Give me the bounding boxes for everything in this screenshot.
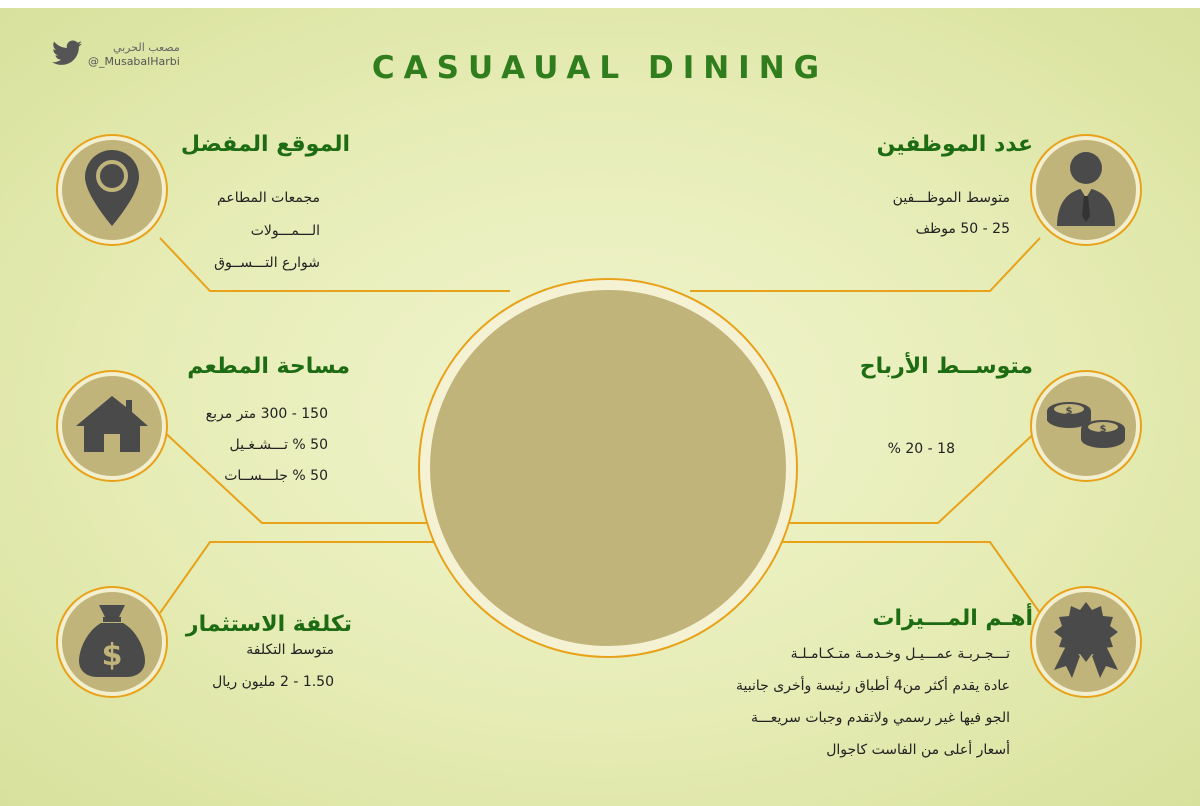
connector-features <box>755 542 1040 613</box>
features-circle <box>1032 588 1140 696</box>
businessman-icon <box>1053 148 1119 232</box>
page-title: CASUAUAL DINING <box>371 50 829 86</box>
investment-heading: تكلفة الاستثمار <box>185 612 352 637</box>
brand-block <box>52 40 180 70</box>
location-pin-icon <box>82 148 142 232</box>
employees-circle <box>1032 136 1140 244</box>
area-heading: مساحة المطعم <box>187 354 350 379</box>
brand-handle: @_MusabalHarbi <box>88 55 180 68</box>
twitter-bird-icon <box>52 40 82 70</box>
features-item: عادة يقدم أكثر من4 أطباق رئيسة وأخرى جانبية <box>736 678 1010 694</box>
profits-heading: متوســط الأرباح <box>859 354 1033 379</box>
brand-name: مصعب الحربي <box>112 41 180 54</box>
house-icon <box>74 392 150 460</box>
employees-heading: عدد الموظفين <box>876 132 1033 157</box>
location-item: شوارع التـــســوق <box>214 255 320 271</box>
area-item: 50 % جلـــســات <box>224 468 328 484</box>
center-circle <box>420 280 796 656</box>
investment-item: متوسط التكلفة <box>246 642 334 658</box>
profits-circle <box>1032 372 1140 480</box>
features-heading: أهـم المـــيزات <box>872 606 1033 631</box>
svg-text:$: $ <box>101 638 123 673</box>
investment-circle <box>58 588 166 696</box>
location-circle <box>58 136 166 244</box>
location-heading: الموقع المفضل <box>180 132 350 157</box>
connector-employees <box>690 238 1040 291</box>
investment-item: 1.50 - 2 مليون ريال <box>212 674 334 690</box>
award-badge-icon <box>1048 600 1124 684</box>
money-bag-icon <box>77 601 147 683</box>
connector-investment <box>160 542 445 613</box>
profits-item: 18 - 20 % <box>887 441 955 457</box>
employees-item: متوسط الموظـــفين <box>892 190 1010 206</box>
area-circle <box>58 372 166 480</box>
location-item: مجمعات المطاعم <box>217 190 320 206</box>
area-item: 150 - 300 متر مربع <box>205 406 328 422</box>
features-item: الجو فيها غير رسمي ولاتقدم وجبات سريعـــة <box>750 710 1010 726</box>
svg-text:$: $ <box>1099 424 1107 435</box>
infographic-canvas <box>0 8 1200 806</box>
features-item: أسعار أعلى من الفاست كاجوال <box>826 742 1010 758</box>
features-item: تـــجـربـة عمـــيـل وخـدمـة متـكـامـلـة <box>790 646 1010 662</box>
connector-location <box>160 238 510 291</box>
coins-icon <box>1041 389 1131 463</box>
area-item: 50 % تـــشـغـيل <box>229 437 328 453</box>
svg-text:$: $ <box>1065 406 1073 417</box>
location-item: الـــمـــولات <box>250 223 320 239</box>
employees-item: 25 - 50 موظف <box>915 221 1010 237</box>
